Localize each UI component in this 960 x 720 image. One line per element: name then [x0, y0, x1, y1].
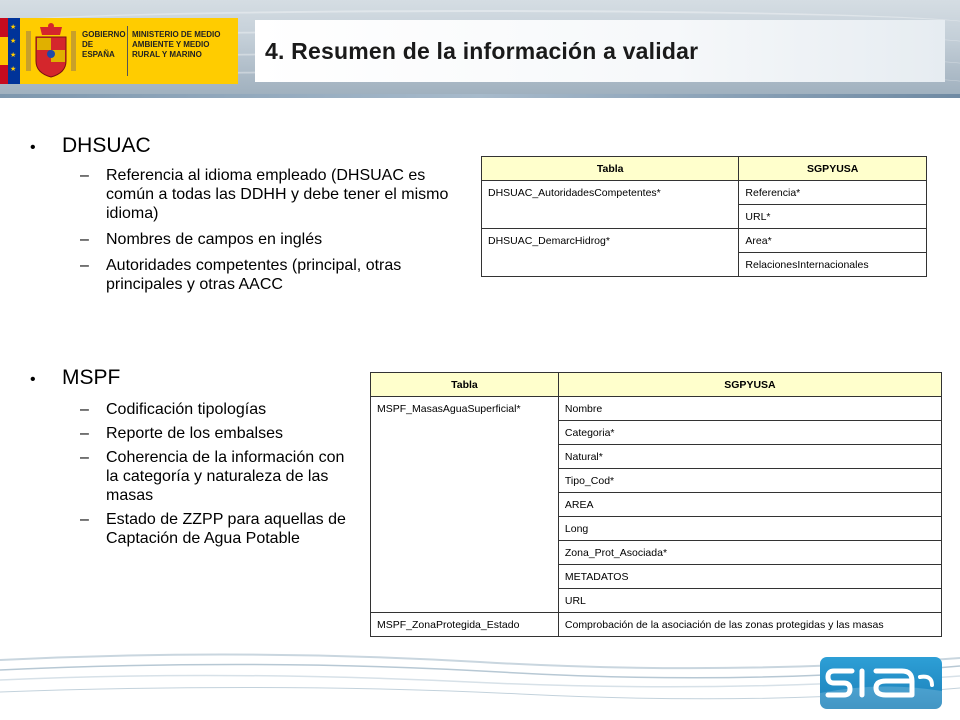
bullet-icon: • [30, 139, 36, 156]
table-header: SGPYUSA [739, 157, 927, 181]
list-item: – Reporte de los embalses [80, 425, 283, 442]
table-row: AREA [371, 493, 942, 517]
sia-logo [820, 657, 942, 709]
header-band [0, 0, 960, 96]
table-header: SGPYUSA [558, 373, 941, 397]
table-row: Long [371, 517, 942, 541]
table-row: URL* [482, 205, 927, 229]
dhsuac-heading: DHSUAC [62, 134, 151, 157]
mspf-table [370, 372, 942, 637]
table-header: Tabla [371, 373, 559, 397]
mspf-heading: MSPF [62, 366, 121, 389]
table-row: RelacionesInternacionales [482, 253, 927, 277]
list-item: – Codificación tipologías [80, 401, 267, 418]
sia-logo-icon [820, 657, 942, 709]
dhsuac-table [481, 156, 927, 277]
table-row: MSPF_ZonaProtegida_Estado Comprobación de la asociación de las zonas protegidas y las masas [371, 613, 942, 637]
footer-wave-decoration [0, 640, 960, 720]
mspf-section [30, 366, 360, 553]
table-row: DHSUAC_AutoridadesCompetentes* Referencia* [482, 181, 927, 205]
title-box [255, 20, 945, 82]
bullet-icon: • [30, 371, 36, 388]
table-row: Categoria* [371, 421, 942, 445]
list-item: – Coherencia de la información con la categoría y naturaleza de las masas [80, 449, 345, 504]
table-row: DHSUAC_DemarcHidrog* Area* [482, 229, 927, 253]
ministry-label: MINISTERIO DE MEDIO AMBIENTE Y MEDIO RURAL Y MARINO [132, 30, 221, 59]
gov-label: GOBIERNO DE ESPAÑA [82, 30, 126, 59]
table-row: Tipo_Cod* [371, 469, 942, 493]
eu-flag-icon: ★ ★ ★ ★ [8, 18, 20, 84]
table-row: MSPF_MasasAguaSuperficial* Nombre [371, 397, 942, 421]
list-item: – Nombres de campos en inglés [80, 231, 323, 248]
table-row: Natural* [371, 445, 942, 469]
page-title: 4. Resumen de la información a validar [265, 37, 699, 64]
list-item: – Referencia al idioma empleado (DHSUAC es común a todas las DDHH y debe tener el mismo idioma) [80, 167, 449, 222]
list-item: – Autoridades competentes (principal, otras principales y otras AACC [80, 257, 402, 293]
table-row: METADATOS [371, 565, 942, 589]
spain-flag-icon [0, 18, 8, 84]
table-header: Tabla [482, 157, 739, 181]
header-divider [0, 94, 960, 98]
coat-of-arms-icon [24, 21, 78, 81]
dhsuac-section [30, 134, 450, 301]
list-item: – Estado de ZZPP para aquellas de Captación de Agua Potable [80, 511, 346, 547]
government-logo [0, 18, 238, 84]
table-row: Zona_Prot_Asociada* [371, 541, 942, 565]
table-row: URL [371, 589, 942, 613]
